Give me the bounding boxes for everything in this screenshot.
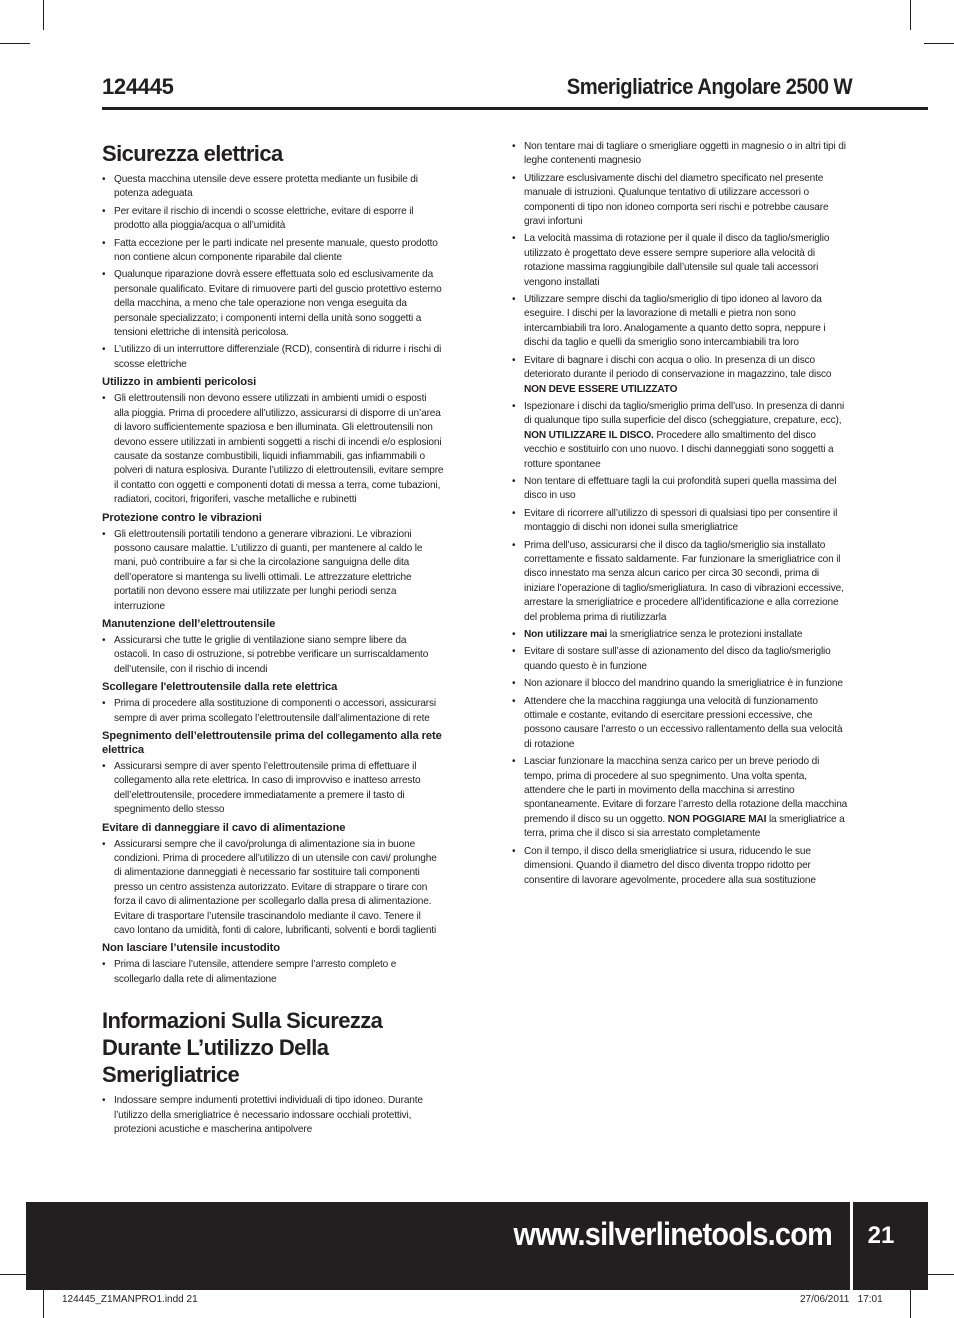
list-item: • Non tentare di effettuare tagli la cui profondità superi quella massima del disco in uso [512, 475, 850, 504]
emphasis: NON POGGIARE MAI [667, 813, 767, 825]
item-text: la smerigliatrice a terra, prima che il disco si sia arrestato completamente [524, 813, 845, 840]
print-slug-file: 124445_Z1MANPRO1.indd 21 [62, 1294, 198, 1305]
switch-off-list [102, 760, 444, 818]
list-item: • Evitare di sostare sull’asse di azionamento del disco da taglio/smeriglio quando questo è in funzione [512, 645, 850, 674]
subheading-disconnect: Scollegare l'elettroutensile dalla rete elettrica [102, 681, 338, 694]
section-title-electrical-safety: Sicurezza elettrica [102, 141, 283, 166]
subheading-unattended: Non lasciare l’utensile incustodito [102, 942, 281, 955]
list-item [512, 755, 850, 841]
crop-mark [924, 1274, 954, 1275]
list-item: • Indossare sempre indumenti protettivi individuali di tipo idoneo. Durante l’utilizzo della smerigliatrice è necessario indossare occhiali protettivi, protezioni acustiche e mascherina antipolvere [102, 1094, 444, 1137]
disconnect-list [102, 697, 444, 726]
list-item: • Gli elettroutensili non devono essere utilizzati in ambienti umidi o esposti alla pioggia. Prima di procedere all’utilizzo, assicurarsi di disporre di un’area di lavoro sufficientemente spaziosa e ben illuminata. Gli elettroutensili non devono essere utilizzati in ambienti soggetti a rischi di incendi e/o esplosioni causate da sostanze combustibili, liquidi infiammabili, gas infiammabili o polveri di natura esplosiva. Durante l’utilizzo di elettroutensili, evitare sempre il contatto con oggetti e componenti dotati di messa a terra, come tubazioni, radiatori, cocitori, frigoriferi, vasche metalliche e rubinetti [102, 392, 444, 507]
hazardous-environments-list [102, 392, 444, 507]
item-text: Evitare di bagnare i dischi con acqua o olio. In presenza di un disco deteriorato durante il periodo di conservazione in magazzino, tale disco [524, 354, 832, 381]
list-item: • Per evitare il rischio di incendi o scosse elettriche, evitare di esporre il prodotto alla pioggia/acqua o all’umidità [102, 205, 444, 234]
item-text: Procedere allo smaltimento del disco vecchio e sostituirlo con uno nuovo. I dischi danneggiati sono soggetti a rotture spontanee [524, 429, 834, 470]
list-item: • Gli elettroutensili portatili tendono a generare vibrazioni. Le vibrazioni possono causare malattie. L’utilizzo di guanti, per mantenere al caldo le mani, può contribuire a far si che la circolazione sanguigna delle dita dell’operatore si mantenga su livelli ottimali. Le attrezzature elettriche portatili non devono essere mai utilizzate per lunghi periodi senza interruzione [102, 528, 444, 614]
subheading-vibration: Protezione contro le vibrazioni [102, 511, 262, 524]
item-text: la smerigliatrice senza le protezioni installate [609, 629, 803, 640]
subheading-hazardous-environments: Utilizzo in ambienti pericolosi [102, 376, 257, 389]
grinder-safety-list [102, 1094, 444, 1137]
grinder-rules-list [512, 140, 850, 888]
item-text: Ispezionare i dischi da taglio/smeriglio prima dell’uso. In presenza di danni di qualunque tipo sulla superficie del disco (scheggiature, crepature, ecc), [524, 400, 845, 427]
emphasis: NON DEVE ESSERE UTILIZZATO [524, 383, 678, 395]
crop-mark [0, 43, 30, 44]
power-cord-list [102, 838, 444, 939]
list-item: • Assicurarsi sempre di aver spento l’elettroutensile prima di effettuare il collegamento alla rete elettrica. In caso di improvviso e inatteso arresto dell’elettroutensile, procedere immediatamente a premere il tasto di spegnimento dello stesso [102, 760, 444, 818]
section-title-grinder-safety: Informazioni Sulla Sicurezza Durante L’utilizzo Della Smerigliatrice [102, 1008, 383, 1088]
list-item: • Prima di procedere alla sostituzione di componenti o accessori, assicurarsi sempre di aver prima scollegato l’elettroutensile dall’alimentazione di rete [102, 697, 444, 726]
subheading-power-cord: Evitare di danneggiare il cavo di alimentazione [102, 821, 346, 834]
list-item: • Non azionare il blocco del mandrino quando la smerigliatrice è in funzione [512, 677, 850, 691]
list-item: • La velocità massima di rotazione per il quale il disco da taglio/smeriglio utilizzato è progettato deve essere sempre superiore alla velocità di rotazione massima raggiungibile dall’utensile sul quale tali accessori vengono installati [512, 232, 850, 290]
subheading-maintenance: Manutenzione dell’elettroutensile [102, 617, 276, 630]
crop-mark [910, 0, 911, 30]
list-item: • Evitare di ricorrere all’utilizzo di spessori di qualsiasi tipo per consentire il montaggio di dischi non idonei sulla smerigliatrice [512, 507, 850, 536]
list-item: • L’utilizzo di un interruttore differenziale (RCD), consentirà di ridurre i rischi di scosse elettriche [102, 343, 444, 372]
item-text: Lasciar funzionare la macchina senza carico per un breve periodo di tempo, prima di procedere al suo spegnimento. Una volta spenta, attendere che le parti in movimento della macchina si arrestino spontaneamente. Evitare di forzare l’arresto della rotazione della macchina premendo il disco su un oggetto. [524, 756, 848, 825]
list-item [512, 628, 850, 642]
list-item: • Prima dell’uso, assicurarsi che il disco da taglio/smeriglio sia installato correttamente e fissato saldamente. Far funzionare la smerigliatrice con il disco innestato ma senza alcun carico per circa 30 secondi, prima di iniziare l’operazione di taglio/smerigliatura. In caso di vibrazioni eccessive, arrestare la smerigliatrice e procedere all’identificazione e alla correzione del problema prima di riutilizzarla [512, 539, 850, 625]
crop-mark [924, 43, 954, 44]
product-code: 124445 [102, 74, 174, 99]
list-item [512, 354, 850, 397]
list-item: • Utilizzare sempre dischi da taglio/smeriglio di tipo idoneo al lavoro da eseguire. I dischi per la lavorazione di metalli e pietra non sono intercambiabili tra loro. Analogamente a quanto detto sopra, neppure i dischi da taglio e quelli da smeriglio sono intercambiabili tra loro [512, 293, 850, 351]
list-item: • Assicurarsi sempre che il cavo/prolunga di alimentazione sia in buone condizioni. Prima di procedere all’utilizzo di un utensile con cavi/ prolunghe di alimentazione danneggiati è necessario far sostituire tali componenti presso un centro assistenza autorizzato. Evitare di strappare o tirare con forza il cavo di alimentazione per scollegarlo dalla presa di alimentazione. Evitare di trasportare l’utensile trascinandolo mediante il cavo. Tenere il cavo lontano da umidità, fonti di calore, lubrificanti, solventi e bordi taglienti [102, 838, 444, 939]
list-item: • Non tentare mai di tagliare o smerigliare oggetti in magnesio o in altri tipi di leghe contenenti magnesio [512, 140, 850, 169]
crop-mark [910, 1288, 911, 1318]
list-item: • Fatta eccezione per le parti indicate nel presente manuale, questo prodotto non contiene alcun componente riparabile dal cliente [102, 237, 444, 266]
list-item [512, 400, 850, 472]
page-number: 21 [867, 1222, 895, 1249]
left-column [102, 140, 444, 1141]
subheading-switch-off: Spegnimento dell’elettroutensile prima del collegamento alla rete elettrica [102, 730, 442, 756]
electrical-safety-list [102, 173, 444, 372]
list-item: • Qualunque riparazione dovrà essere effettuata solo ed esclusivamente da personale qualificato. Evitare di rimuovere parti del guscio protettivo esterno della macchina, a meno che tale operazione non venga eseguita da personale specializzato; i componenti interni della unità sono soggetti a tensioni elettriche di intensità pericolosa. [102, 268, 444, 340]
emphasis: Non utilizzare mai [524, 629, 608, 640]
list-item: • Prima di lasciare l’utensile, attendere sempre l’arresto completo e scollegarlo dalla rete di alimentazione [102, 958, 444, 987]
right-column [512, 140, 850, 891]
list-item: • Questa macchina utensile deve essere protetta mediante un fusibile di potenza adeguata [102, 173, 444, 202]
unattended-list [102, 958, 444, 987]
vibration-list [102, 528, 444, 614]
print-slug-date: 27/06/2011 17:01 [800, 1294, 883, 1305]
website-link[interactable]: www.silverlinetools.com [513, 1216, 832, 1252]
page-title: Smerigliatrice Angolare 2500 W [566, 74, 852, 99]
crop-mark [43, 1288, 44, 1318]
list-item: • Con il tempo, il disco della smerigliatrice si usura, riducendo le sue dimensioni. Quando il diametro del disco diventa troppo ridotto per consentire di lavorare agevolmente, procedere alla sua sostituzione [512, 845, 850, 888]
header-rule [102, 107, 928, 110]
maintenance-list [102, 634, 444, 677]
list-item: • Attendere che la macchina raggiunga una velocità di funzionamento ottimale e costante, evitando di esercitare pressioni eccessive, che possono causare l’arresto o un eccessivo rallentamento della sua velocità di rotazione [512, 695, 850, 753]
emphasis: NON UTILIZZARE IL DISCO. [524, 429, 654, 441]
crop-mark [43, 0, 44, 30]
list-item: • Assicurarsi che tutte le griglie di ventilazione siano sempre libere da ostacoli. In caso di ostruzione, si potrebbe verificare un surriscaldamento dell’utensile, con il rischio di incendi [102, 634, 444, 677]
list-item: • Utilizzare esclusivamente dischi del diametro specificato nel presente manuale di istruzioni. Qualunque tentativo di utilizzare accessori o componenti di tipo non idoneo comporta seri rischi e potrebbe causare gravi infortuni [512, 172, 850, 230]
